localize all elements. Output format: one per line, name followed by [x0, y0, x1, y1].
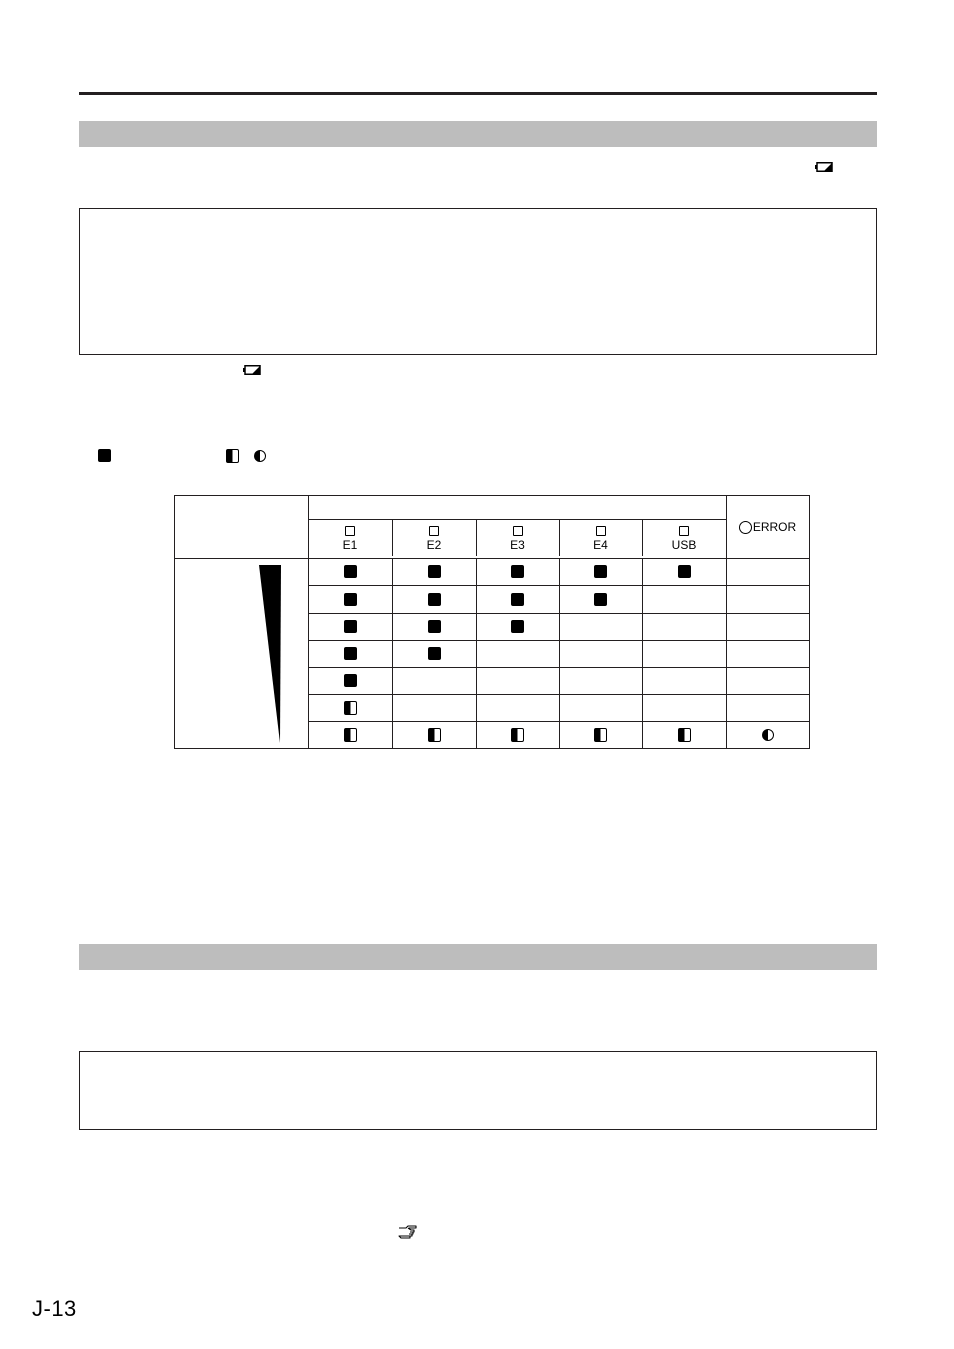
- led-on-icon: [428, 647, 441, 660]
- led-off-icon: [596, 526, 606, 536]
- battery-low-icon: [815, 162, 833, 172]
- led-blink-circle-icon: [762, 729, 774, 741]
- table-cell: [559, 585, 642, 613]
- led-blink-icon: [344, 728, 357, 742]
- led-blink-icon: [344, 701, 357, 715]
- table-cell: [642, 558, 726, 585]
- table-cell: [392, 640, 476, 667]
- led-on-icon: [428, 593, 441, 606]
- table-cell: [476, 721, 559, 749]
- led-off-circle-icon: [739, 521, 752, 534]
- table-cell: [308, 613, 392, 640]
- table-cell: [392, 721, 476, 749]
- table-cell: [392, 558, 476, 585]
- column-usb: [642, 520, 726, 558]
- led-on-icon: [344, 674, 357, 687]
- column-label: ERROR: [752, 519, 797, 534]
- level-table: [174, 495, 810, 749]
- led-off-icon: [513, 526, 523, 536]
- led-blink-icon: [511, 728, 524, 742]
- led-on-icon: [428, 565, 441, 578]
- table-cell: [392, 585, 476, 613]
- column-e3: [476, 520, 559, 558]
- column-label: E3: [510, 538, 525, 552]
- table-cell: [308, 585, 392, 613]
- note-box: [79, 208, 877, 355]
- table-cell: [559, 558, 642, 585]
- led-on-icon: [344, 565, 357, 578]
- led-on-icon: [428, 620, 441, 633]
- pointing-hand-icon: [398, 1225, 418, 1239]
- led-on-icon: [511, 565, 524, 578]
- level-wedge: [259, 565, 283, 745]
- page-number: J-13: [32, 1296, 77, 1321]
- table-cell: [308, 558, 392, 585]
- battery-low-icon: [243, 365, 261, 375]
- section-heading-band: [79, 121, 877, 147]
- led-on-icon: [344, 620, 357, 633]
- led-on-icon: [511, 620, 524, 633]
- led-on-icon: [678, 565, 691, 578]
- led-on-icon: [594, 565, 607, 578]
- table-cell: [308, 694, 392, 721]
- column-label: E2: [426, 538, 442, 552]
- led-blink-circle-icon: [254, 450, 266, 462]
- column-label: E1: [342, 538, 358, 552]
- section-heading-band: [79, 944, 877, 970]
- led-blink-icon: [226, 449, 239, 463]
- led-on-icon: [344, 593, 357, 606]
- table-cell: [308, 721, 392, 749]
- column-e2: [392, 520, 476, 558]
- note-box: [79, 1051, 877, 1130]
- table-cell: [476, 585, 559, 613]
- led-on-icon: [98, 449, 111, 462]
- table-cell: [308, 667, 392, 694]
- led-on-icon: [511, 593, 524, 606]
- column-error: [726, 496, 809, 558]
- led-blink-icon: [428, 728, 441, 742]
- table-cell: [726, 721, 809, 749]
- led-on-icon: [344, 647, 357, 660]
- led-blink-icon: [678, 728, 691, 742]
- led-blink-icon: [594, 728, 607, 742]
- header-rule: [79, 92, 877, 95]
- led-on-icon: [594, 593, 607, 606]
- table-cell: [476, 558, 559, 585]
- table-cell: [308, 640, 392, 667]
- column-e1: [308, 520, 392, 558]
- column-label: E4: [593, 538, 608, 552]
- table-cell: [392, 613, 476, 640]
- led-off-icon: [345, 526, 355, 536]
- column-e4: [559, 520, 642, 558]
- table-cell: [642, 721, 726, 749]
- table-cell: [476, 613, 559, 640]
- led-off-icon: [679, 526, 689, 536]
- column-label: USB: [671, 538, 697, 552]
- table-cell: [559, 721, 642, 749]
- led-off-icon: [429, 526, 439, 536]
